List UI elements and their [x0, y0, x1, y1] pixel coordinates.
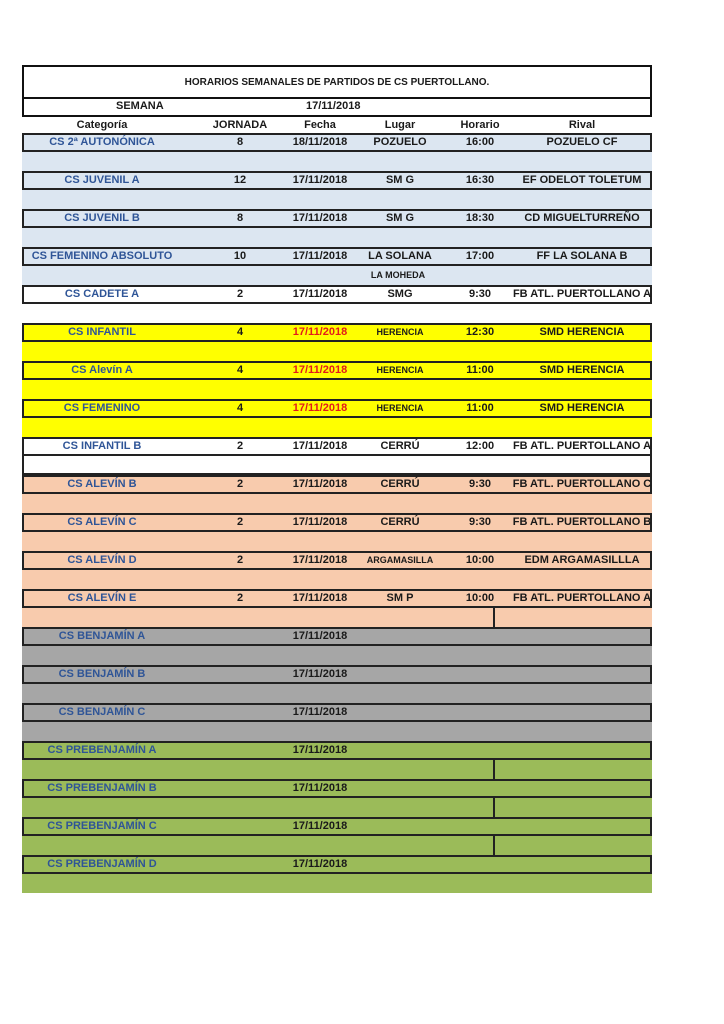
fecha-cell: 17/11/2018: [292, 592, 348, 604]
spacer-row: [22, 532, 652, 551]
rival-cell: EDM ARGAMASILLLA: [524, 554, 640, 566]
table-row: [22, 361, 652, 380]
category-cell: CS BENJAMÍN B: [58, 668, 146, 680]
table-row: [22, 665, 652, 684]
rival-cell: POZUELO CF: [546, 136, 618, 148]
horario-cell: 9:30: [468, 516, 492, 528]
lugar-cell: SM G: [385, 212, 415, 224]
fecha-cell: 17/11/2018: [292, 668, 348, 680]
jornada-cell: 4: [236, 326, 244, 338]
category-cell: CS JUVENIL B: [64, 212, 140, 224]
fecha-cell: 17/11/2018: [292, 744, 348, 756]
spacer-row: [22, 722, 652, 741]
spacer-row: [22, 760, 652, 779]
category-cell: CS BENJAMÍN A: [58, 630, 146, 642]
column-headers: [22, 117, 652, 133]
spacer-row: [22, 570, 652, 589]
rival-cell: FB ATL. PUERTOLLANO C: [512, 478, 652, 490]
category-cell: CS FEMENINO: [63, 402, 141, 414]
spacer-row: [22, 190, 652, 209]
fecha-cell: 17/11/2018: [292, 440, 348, 452]
fecha-cell: 17/11/2018: [292, 858, 348, 870]
category-cell: CS ALEVÍN B: [67, 478, 137, 490]
spacer-row: [22, 646, 652, 665]
table-row: [22, 779, 652, 798]
spacer-row: [22, 874, 652, 893]
category-cell: CS PREBENJAMÍN A: [47, 744, 157, 756]
category-cell: CS INFANTIL B: [62, 440, 142, 452]
category-cell: CS PREBENJAMÍN C: [47, 820, 157, 832]
fecha-cell: 17/11/2018: [292, 212, 348, 224]
rival-cell: FF LA SOLANA B: [536, 250, 628, 262]
horario-cell: 9:30: [468, 288, 492, 300]
table-row: [22, 171, 652, 190]
fecha-cell: 17/11/2018: [292, 630, 348, 642]
category-cell: CS ALEVÍN C: [67, 516, 137, 528]
fecha-cell: 17/11/2018: [292, 364, 348, 376]
sheet-title: HORARIOS SEMANALES DE PARTIDOS DE CS PUERTOLLANO.: [22, 65, 652, 99]
rival-cell: FB ATL. PUERTOLLANO A: [512, 440, 652, 452]
jornada-cell: 4: [236, 402, 244, 414]
lugar-cell: SM P: [386, 592, 414, 604]
table-row: [22, 627, 652, 646]
header-categoria: Categoría: [76, 119, 128, 131]
spacer-row: [22, 342, 652, 361]
lugar-cell: HERENCIA: [376, 327, 424, 337]
rival-cell: CD MIGUELTURREÑO: [524, 212, 640, 224]
table-row: [22, 399, 652, 418]
spacer-row: [22, 152, 652, 171]
category-cell: CS 2ª AUTONÓNICA: [49, 136, 155, 148]
lugar-cell: CERRÚ: [380, 516, 420, 528]
jornada-cell: 2: [236, 592, 244, 604]
jornada-cell: 2: [236, 478, 244, 490]
fecha-cell: 17/11/2018: [292, 402, 348, 414]
cell-divider: [493, 760, 495, 779]
category-cell: CS PREBENJAMÍN D: [47, 858, 157, 870]
jornada-cell: 8: [236, 136, 244, 148]
header-fecha: Fecha: [304, 119, 336, 131]
lugar-cell: HERENCIA: [376, 403, 424, 413]
fecha-cell: 17/11/2018: [292, 288, 348, 300]
spacer-row: [22, 418, 652, 437]
schedule-rows: [22, 133, 652, 893]
jornada-cell: 2: [236, 554, 244, 566]
lugar-cell: CERRÚ: [380, 478, 420, 490]
spacer-row: [22, 836, 652, 855]
table-row: [22, 741, 652, 760]
fecha-cell: 17/11/2018: [292, 174, 348, 186]
table-row: [22, 513, 652, 532]
table-row: [22, 589, 652, 608]
spacer-row: [22, 684, 652, 703]
horario-cell: 10:00: [465, 554, 495, 566]
fecha-cell: 17/11/2018: [292, 326, 348, 338]
lugar-cell: POZUELO: [373, 136, 427, 148]
header-lugar: Lugar: [384, 119, 416, 131]
spacer-row: [22, 380, 652, 399]
spacer-row: [22, 304, 652, 323]
table-row: [22, 209, 652, 228]
table-row: [22, 285, 652, 304]
lugar-cell: SM G: [385, 174, 415, 186]
semana-row: [22, 99, 652, 117]
fecha-cell: 17/11/2018: [292, 516, 348, 528]
rival-cell: SMD HERENCIA: [539, 364, 625, 376]
horario-cell: 12:00: [465, 440, 495, 452]
spacer-row: [22, 228, 652, 247]
category-cell: CS CADETE A: [64, 288, 140, 300]
header-jornada: JORNADA: [212, 119, 268, 131]
lugar-cell: CERRÚ: [380, 440, 420, 452]
jornada-cell: 8: [236, 212, 244, 224]
table-row: [22, 703, 652, 722]
fecha-cell: 17/11/2018: [292, 706, 348, 718]
fecha-cell: 17/11/2018: [292, 250, 348, 262]
horario-cell: 10:00: [465, 592, 495, 604]
horario-cell: 11:00: [466, 402, 494, 414]
lugar-cell: HERENCIA: [376, 365, 424, 375]
cell-divider: [493, 608, 495, 627]
category-cell: CS FEMENINO ABSOLUTO: [31, 250, 173, 262]
lugar-cell: SMG: [387, 288, 413, 300]
horario-cell: 9:30: [468, 478, 492, 490]
table-row: [22, 817, 652, 836]
lugar-cell: LA SOLANA: [368, 250, 432, 262]
category-cell: CS ALEVÍN D: [67, 554, 137, 566]
note-la-moheda: LA MOHEDA: [370, 270, 426, 280]
schedule-sheet: [22, 65, 652, 893]
cell-divider: [493, 798, 495, 817]
fecha-cell: 17/11/2018: [292, 782, 348, 794]
category-cell: CS BENJAMÍN C: [58, 706, 146, 718]
rival-cell: SMD HERENCIA: [539, 402, 625, 414]
note-row: [22, 266, 652, 285]
spacer-row: [22, 798, 652, 817]
category-cell: CS INFANTIL: [68, 326, 136, 338]
horario-cell: 11:00: [466, 364, 494, 376]
spacer-row: [22, 608, 652, 627]
table-row: [22, 323, 652, 342]
fecha-cell: 18/11/2018: [292, 136, 348, 148]
table-row: [22, 247, 652, 266]
horario-cell: 16:00: [465, 136, 495, 148]
jornada-cell: 10: [233, 250, 247, 262]
header-horario: Horario: [460, 119, 500, 131]
table-row: [22, 133, 652, 152]
jornada-cell: 2: [236, 516, 244, 528]
category-cell: CS ALEVÍN E: [67, 592, 137, 604]
semana-label: SEMANA: [116, 100, 164, 112]
header-rival: Rival: [568, 119, 596, 131]
semana-value: 17/11/2018: [306, 100, 361, 112]
fecha-cell: 17/11/2018: [292, 478, 348, 490]
cell-divider: [493, 836, 495, 855]
fecha-cell: 17/11/2018: [292, 820, 348, 832]
rival-cell: FB ATL. PUERTOLLANO A: [512, 592, 652, 604]
table-row: [22, 855, 652, 874]
category-cell: CS Alevín A: [71, 364, 133, 376]
rival-cell: EF ODELOT TOLETUM: [522, 174, 642, 186]
rival-cell: FB ATL. PUERTOLLANO A: [512, 288, 652, 300]
category-cell: CS JUVENIL A: [64, 174, 140, 186]
jornada-cell: 2: [236, 440, 244, 452]
horario-cell: 12:30: [465, 326, 495, 338]
rival-cell: SMD HERENCIA: [539, 326, 625, 338]
spacer-row: [22, 494, 652, 513]
spacer-row: [22, 456, 652, 475]
lugar-cell: ARGAMASILLA: [366, 555, 434, 565]
jornada-cell: 2: [236, 288, 244, 300]
jornada-cell: 12: [233, 174, 247, 186]
horario-cell: 17:00: [465, 250, 495, 262]
table-row: [22, 437, 652, 456]
table-row: [22, 551, 652, 570]
fecha-cell: 17/11/2018: [292, 554, 348, 566]
table-row: [22, 475, 652, 494]
category-cell: CS PREBENJAMÍN B: [47, 782, 157, 794]
rival-cell: FB ATL. PUERTOLLANO B: [512, 516, 652, 528]
horario-cell: 16:30: [465, 174, 495, 186]
horario-cell: 18:30: [465, 212, 495, 224]
jornada-cell: 4: [236, 364, 244, 376]
